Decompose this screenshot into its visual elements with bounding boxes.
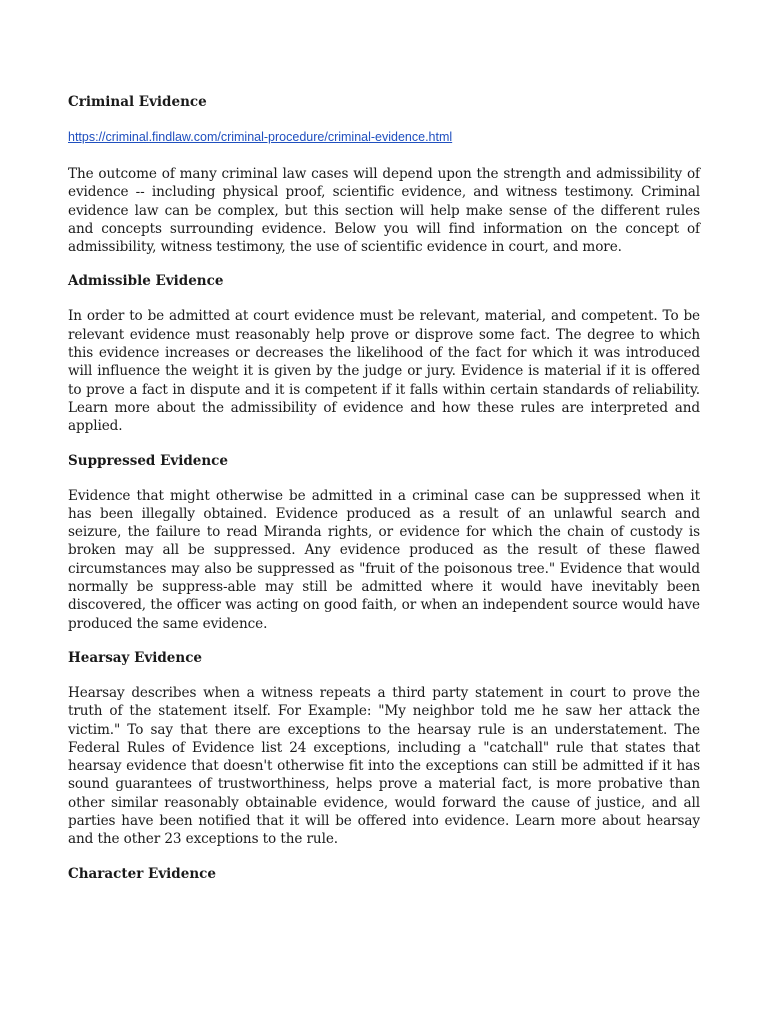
intro-paragraph: The outcome of many criminal law cases will depend upon the strength and admissibility of evidence -- including physical proof, scientific evidence, and witness testimony. Criminal evidence law can be complex, but this section will help make sense of the different rules and concepts surrounding evidence. Below you will find information on the concept of admissibility, witness testimony, the use of scientific evidence in court, and more. xyxy=(68,166,700,256)
section-heading-admissible: Admissible Evidence xyxy=(68,273,224,290)
document-page xyxy=(68,92,700,900)
source-link[interactable]: https://criminal.findlaw.com/criminal-procedure/criminal-evidence.html xyxy=(68,130,453,144)
section-heading-suppressed: Suppressed Evidence xyxy=(68,452,228,469)
section-body-admissible: In order to be admitted at court evidence must be relevant, material, and competent. To be relevant evidence must reasonably help prove or disprove some fact. The degree to which this evidence increases or decreases the likelihood of the fact for which it was introduced will influence the weight it is given by the judge or jury. Evidence is material if it is offered to prove a fact in dispute and it is competent if it falls within certain standards of reliability. Learn more about the admissibility of evidence and how these rules are interpreted and applied. xyxy=(68,308,700,435)
section-body-suppressed: Evidence that might otherwise be admitted in a criminal case can be suppressed when it has been illegally obtained. Evidence produced as a result of an unlawful search and seizure, the failure to read Miranda rights, or evidence for which the chain of custody is broken may all be suppressed. Any evidence produced as the result of these flawed circumstances may also be suppressed as "fruit of the poisonous tree." Evidence that would normally be suppress-able may still be admitted where it would have inevitably been discovered, the officer was acting on good faith, or when an independent source would have produced the same evidence. xyxy=(68,487,700,632)
section-body-hearsay: Hearsay describes when a witness repeats a third party statement in court to prove the truth of the statement itself. For Example: "My neighbor told me he saw her attack the victim." To say that there are exceptions to the hearsay rule is an understatement. The Federal Rules of Evidence list 24 exceptions, including a "catchall" rule that states that hearsay evidence that doesn't otherwise fit into the exceptions can still be admitted if it has sound guarantees of trustworthiness, helps prove a material fact, is more probative than other similar reasonably obtainable evidence, would forward the cause of justice, and all parties have been notified that it will be offered into evidence. Learn more about hearsay and the other 23 exceptions to the rule. xyxy=(68,684,700,848)
document-title: Criminal Evidence xyxy=(68,94,207,110)
section-heading-character: Character Evidence xyxy=(68,865,216,882)
section-heading-hearsay: Hearsay Evidence xyxy=(68,649,203,666)
